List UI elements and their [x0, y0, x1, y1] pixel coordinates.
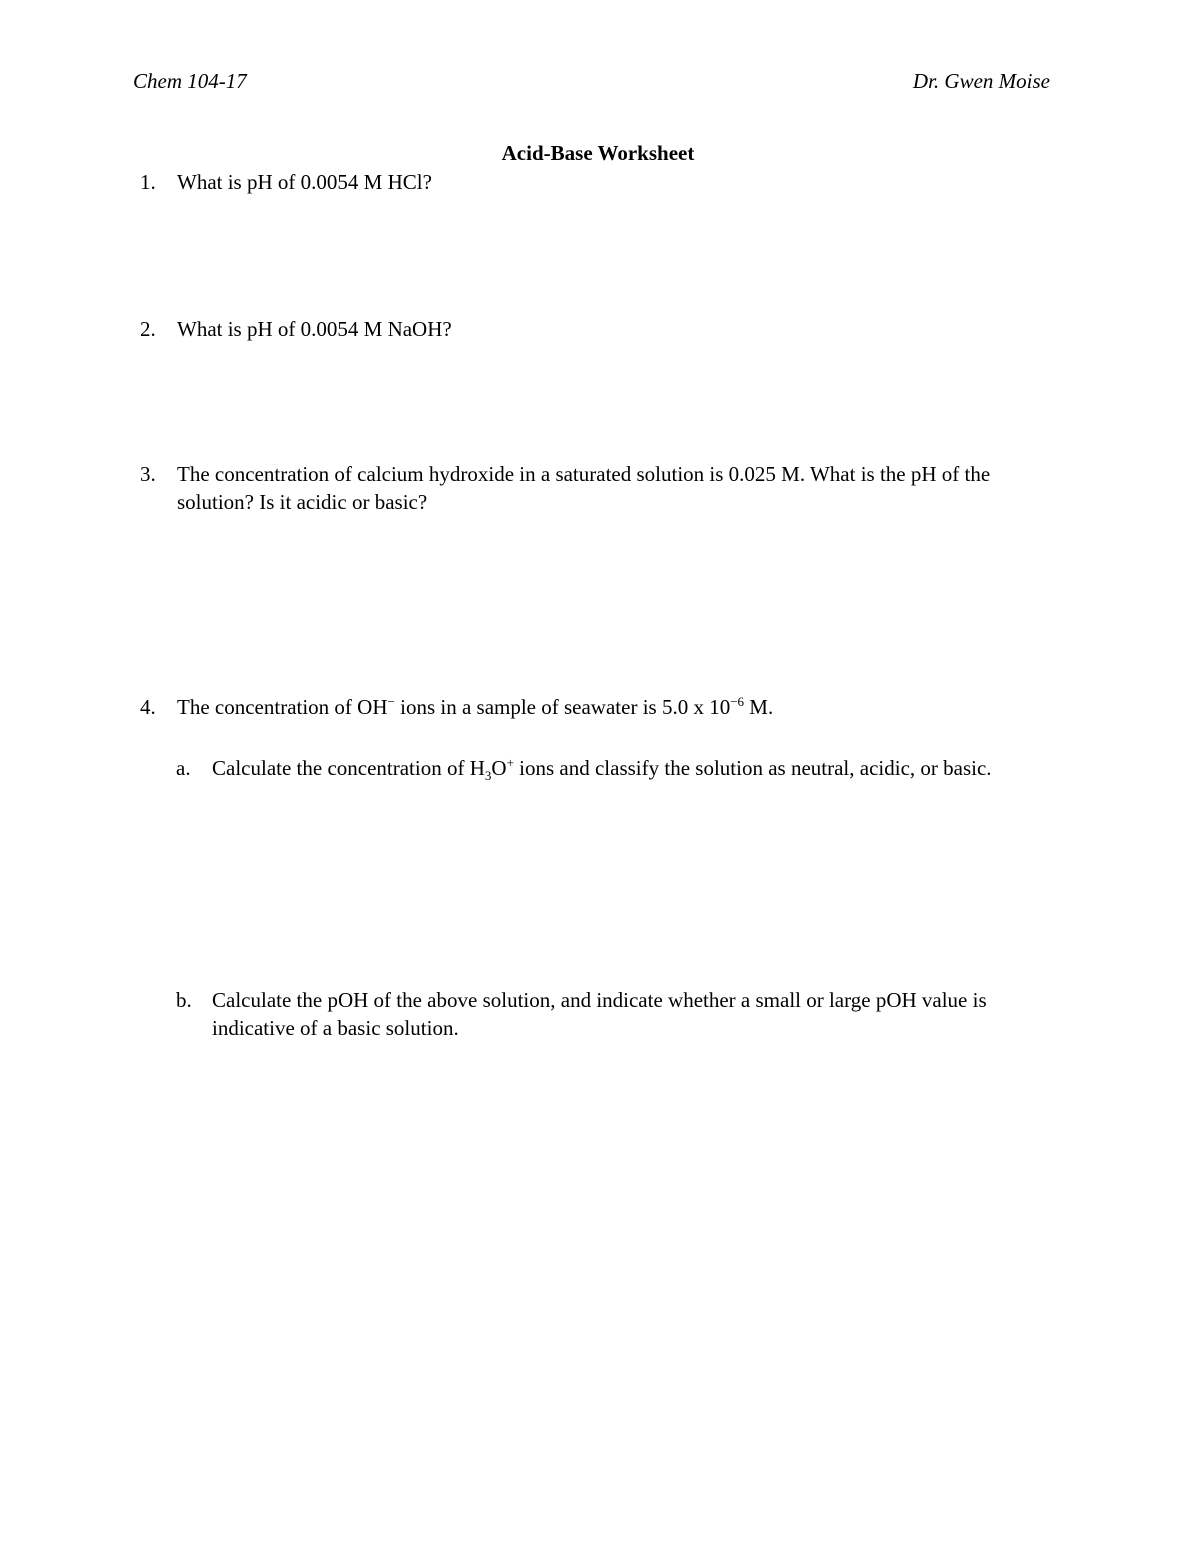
subscript: 3 [484, 768, 492, 784]
instructor-label: Dr. Gwen Moise [912, 69, 1050, 93]
question-text [177, 693, 1047, 721]
text-segment: Calculate the concentration of H [212, 756, 485, 780]
course-label: Chem 104-17 [133, 69, 247, 93]
worksheet-title: Acid-Base Worksheet [501, 141, 695, 165]
question-text: What is pH of 0.0054 M HCl? [177, 170, 432, 194]
text-segment: O [491, 756, 507, 780]
text-segment: ions in a sample of seawater is 5.0 x 10 [394, 695, 731, 719]
part-letter: a. [176, 756, 191, 780]
text-segment: M. [744, 695, 774, 719]
part-text: Calculate the pOH of the above solution, and indicate whether a small or large pOH value is indicative of a basic solution. [212, 988, 987, 1040]
question-number: 4. [140, 695, 156, 719]
text-segment: ions and classify the solution as neutral, acidic, or basic. [513, 756, 992, 780]
question-number: 1. [140, 170, 156, 194]
question-text: The concentration of calcium hydroxide in a saturated solution is 0.025 M. What is the pH of the solution? Is it acidic or basic? [177, 462, 991, 514]
question-number: 2. [140, 317, 156, 341]
part-text [212, 754, 1042, 782]
question-text: What is pH of 0.0054 M NaOH? [177, 317, 452, 341]
superscript: + [506, 755, 514, 770]
superscript: −6 [730, 694, 745, 709]
part-letter: b. [176, 988, 192, 1012]
superscript: − [387, 694, 395, 709]
text-segment: The concentration of OH [177, 695, 388, 719]
question-number: 3. [140, 462, 156, 486]
